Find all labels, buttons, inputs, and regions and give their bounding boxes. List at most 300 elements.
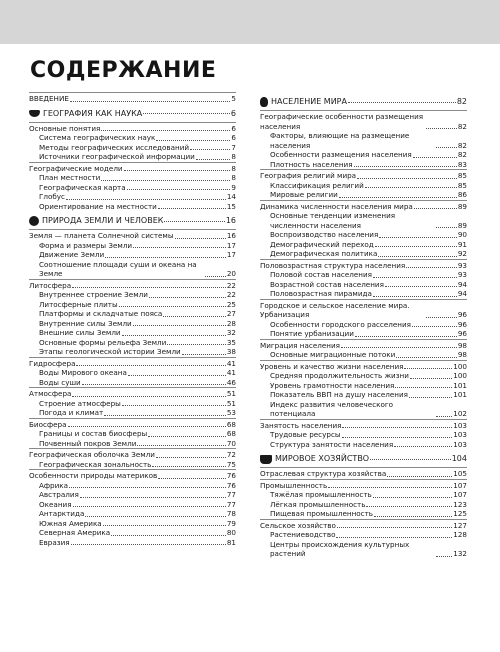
toc-section-heading[interactable] — [29, 106, 236, 122]
toc-entry-title: Географические особенности размещения населения — [260, 112, 424, 131]
dot-leader — [436, 227, 457, 228]
toc-subentry[interactable] — [260, 181, 467, 191]
dot-leader — [341, 347, 457, 348]
dot-leader — [156, 457, 226, 458]
toc-entry-title: Строение атмосферы — [39, 398, 121, 408]
toc-entry-title: Внутренние силы Земли — [39, 318, 132, 328]
dot-leader — [66, 199, 226, 200]
toc-entry-title: Занятость населения — [260, 420, 342, 430]
toc-entry-title: Показатель ВВП на душу населения — [270, 390, 408, 399]
toc-entry-title: Плотность населения — [270, 159, 353, 169]
toc-page-number: 104 — [451, 454, 467, 464]
dot-leader — [205, 276, 226, 277]
toc-subentry[interactable] — [260, 350, 467, 360]
toc-page-number: 94 — [457, 289, 467, 298]
toc-entry-title: ПРИРОДА ЗЕМЛИ И ЧЕЛОВЕК — [42, 216, 164, 226]
toc-entry-title: Воспроизводство населения — [270, 230, 379, 239]
dot-leader — [80, 497, 226, 498]
toc-subentry[interactable] — [29, 490, 236, 500]
dot-leader — [149, 297, 226, 298]
toc-entry-title: Динамика численности населения мира — [260, 201, 413, 211]
toc-entry-title: Уровень и качество жизни населения — [260, 361, 404, 371]
toc-page-number: 79 — [226, 518, 236, 528]
dot-leader — [374, 516, 452, 517]
toc-subentry[interactable] — [260, 240, 467, 250]
globe-icon — [29, 216, 39, 226]
toc-subentry[interactable] — [260, 270, 467, 280]
toc-entry[interactable] — [260, 519, 467, 531]
toc-right-column — [260, 92, 467, 559]
toc-page-number: 41 — [226, 358, 236, 368]
toc-entry[interactable] — [29, 469, 236, 481]
toc-subentry[interactable] — [29, 439, 236, 449]
toc-page-number: 77 — [226, 499, 236, 509]
toc-page-number: 72 — [226, 450, 236, 459]
toc-page-number: 51 — [226, 398, 236, 408]
toc-page-number: 78 — [226, 509, 236, 518]
dot-leader — [163, 316, 226, 317]
toc-entry-title: Особенности природы материков — [29, 471, 158, 480]
dot-leader — [122, 405, 226, 406]
toc-page-number: 82 — [457, 121, 467, 131]
toc-entry-title: Соотношение площади суши и океана на Земле — [39, 259, 197, 278]
toc-subentry[interactable] — [260, 371, 467, 381]
toc-entry-title: Земля — планета Солнечной системы — [29, 231, 174, 240]
dot-leader — [337, 527, 452, 528]
toc-entry-title: Географическая карта — [39, 182, 126, 192]
toc-entry[interactable] — [29, 92, 236, 104]
dot-leader — [158, 208, 226, 209]
toc-entry-title: Растениеводство — [270, 530, 336, 539]
toc-entry-title: Пищевая промышленность — [270, 509, 374, 518]
toc-subentry[interactable] — [29, 538, 236, 548]
toc-entry-title: Литосфера — [29, 280, 72, 290]
dot-leader — [76, 365, 225, 366]
toc-entry-title: Возрастной состав населения — [270, 279, 384, 289]
dot-leader — [339, 197, 457, 198]
toc-page-number: 41 — [226, 368, 236, 377]
toc-page-number: 100 — [453, 371, 467, 380]
dot-leader — [414, 208, 457, 209]
dot-leader — [152, 466, 225, 467]
toc-entry-title: Структура занятости населения — [270, 439, 394, 449]
dot-leader — [426, 317, 457, 318]
toc-entry-title: Половой состав населения — [270, 270, 372, 279]
dot-leader — [143, 113, 230, 114]
toc-subentry[interactable] — [260, 289, 467, 299]
toc-entry[interactable] — [260, 419, 467, 431]
toc-entry-title: Демографический переход — [270, 239, 374, 249]
toc-page-number: 8 — [231, 152, 236, 161]
toc-page-number: 76 — [226, 480, 236, 490]
toc-entry-title: Половозрастная структура населения — [260, 260, 406, 270]
toc-page-number: 93 — [457, 260, 467, 270]
toc-page-number: 96 — [457, 310, 467, 319]
toc-page-number: 68 — [226, 419, 236, 429]
toc-entry-title: Основные формы рельефа Земли — [39, 337, 167, 347]
toc-page-number: 86 — [457, 190, 467, 199]
dot-leader — [182, 354, 226, 355]
toc-subentry[interactable] — [29, 500, 236, 510]
toc-page-number: 77 — [226, 490, 236, 499]
toc-entry-title: Сельское хозяйство — [260, 520, 336, 530]
toc-entry-title: Форма и размеры Земли — [39, 240, 133, 250]
toc-page-number: 127 — [453, 520, 467, 530]
toc-entry-title: Африка — [39, 480, 69, 490]
toc-page-number: 101 — [453, 380, 467, 390]
dot-leader — [127, 189, 231, 190]
toc-page-number: 107 — [453, 480, 467, 490]
dot-leader — [69, 487, 226, 488]
dot-leader — [406, 267, 457, 268]
dot-leader — [133, 325, 226, 326]
toc-page-number: 90 — [457, 230, 467, 239]
toc-entry-title: Океания — [39, 499, 72, 509]
toc-subentry[interactable] — [260, 211, 467, 230]
toc-subentry[interactable] — [260, 390, 467, 400]
toc-subentry[interactable] — [260, 530, 467, 540]
toc-page-number: 81 — [226, 537, 236, 547]
toc-page-number: 91 — [457, 239, 467, 249]
toc-entry[interactable] — [260, 479, 467, 491]
toc-subentry[interactable] — [260, 329, 467, 339]
toc-subentry[interactable] — [29, 250, 236, 260]
toc-subentry[interactable] — [260, 249, 467, 259]
toc-entry-title: Южная Америка — [39, 518, 102, 528]
toc-subentry[interactable] — [29, 133, 236, 143]
dot-leader — [73, 506, 226, 507]
dot-leader — [72, 396, 225, 397]
dot-leader — [436, 416, 452, 417]
toc-section-heading[interactable] — [29, 213, 236, 229]
toc-entry[interactable] — [29, 448, 236, 460]
dot-leader — [196, 159, 231, 160]
dot-leader — [375, 246, 457, 247]
toc-page-number: 89 — [457, 201, 467, 211]
toc-page-number: 68 — [226, 429, 236, 438]
toc-page-number: 9 — [231, 182, 236, 192]
toc-subentry[interactable] — [29, 143, 236, 153]
toc-page-number: 83 — [457, 159, 467, 169]
toc-subentry[interactable] — [29, 481, 236, 491]
toc-page-number: 70 — [226, 438, 236, 448]
toc-entry[interactable] — [260, 200, 467, 212]
toc-entry-title: Границы и состав биосферы — [39, 429, 148, 438]
toc-page-number: 128 — [453, 530, 467, 539]
toc-page-number: 6 — [231, 133, 236, 142]
toc-entry-title: План местности — [39, 173, 101, 182]
toc-entry[interactable] — [29, 418, 236, 430]
toc-entry-title: География религий мира — [260, 171, 357, 180]
toc-page-number: 25 — [226, 299, 236, 309]
toc-entry[interactable] — [260, 360, 467, 372]
toc-subentry[interactable] — [29, 338, 236, 348]
toc-entry[interactable] — [29, 162, 236, 174]
toc-entry[interactable] — [29, 279, 236, 291]
toc-entry-title: Австралия — [39, 490, 79, 499]
toc-page-number: 22 — [226, 290, 236, 299]
toc-page-number: 102 — [453, 409, 467, 418]
toc-subentry[interactable] — [29, 509, 236, 519]
dot-leader — [396, 357, 457, 358]
toc-entry-title: Погода и климат — [39, 408, 104, 417]
dot-leader — [72, 287, 226, 288]
toc-subentry[interactable] — [29, 328, 236, 338]
dot-leader — [328, 487, 452, 488]
toc-page-number: 17 — [226, 240, 236, 250]
toc-entry-title: Географическая оболочка Земли — [29, 450, 155, 459]
toc-subentry[interactable] — [29, 183, 236, 193]
toc-entry-title: Внутреннее строение Земли — [39, 290, 148, 299]
toc-page-number: 22 — [226, 280, 236, 290]
toc-page-number: 6 — [230, 108, 236, 118]
dot-leader — [342, 437, 453, 438]
dot-leader — [394, 446, 452, 447]
toc-subentry[interactable] — [260, 320, 467, 330]
toc-subentry[interactable] — [29, 399, 236, 409]
dot-leader — [137, 445, 225, 446]
toc-page-number: 98 — [457, 340, 467, 350]
toc-subentry[interactable] — [29, 347, 236, 357]
toc-entry-title: Географические модели — [29, 163, 123, 173]
toc-page-number: 96 — [457, 329, 467, 338]
toc-subentry[interactable] — [29, 202, 236, 212]
dot-leader — [404, 368, 452, 369]
dot-leader — [190, 149, 230, 150]
toc-entry-title: Система географических наук — [39, 133, 156, 142]
toc-section-heading[interactable] — [260, 94, 467, 110]
toc-subentry[interactable] — [29, 368, 236, 378]
toc-entry-title: Воды Мирового океана — [39, 368, 127, 377]
toc-page-number: 53 — [226, 408, 236, 417]
toc-entry[interactable] — [29, 229, 236, 241]
toc-subentry[interactable] — [260, 160, 467, 170]
toc-subentry[interactable] — [260, 500, 467, 510]
dot-leader — [133, 247, 226, 248]
toc-page-number: 38 — [226, 347, 236, 356]
toc-subentry[interactable] — [260, 280, 467, 290]
toc-subentry[interactable] — [29, 192, 236, 202]
toc-page-number: 28 — [226, 318, 236, 328]
toc-entry-title: Движение Земли — [39, 250, 105, 259]
toc-entry-title: Платформы и складчатые пояса — [39, 309, 163, 318]
page-header-band — [0, 0, 500, 44]
toc-subentry[interactable] — [29, 290, 236, 300]
toc-entry-title: Понятие урбанизации — [270, 329, 354, 338]
toc-page-number: 17 — [226, 250, 236, 259]
dot-leader — [164, 221, 224, 222]
toc-page-number: 6 — [231, 123, 236, 133]
dot-leader — [366, 506, 452, 507]
toc-entry-title: Особенности размещения населения — [270, 150, 412, 159]
toc-entry-title: ВВЕДЕНИЕ — [29, 94, 69, 103]
dot-leader — [395, 387, 452, 388]
toc-page-number: 8 — [231, 173, 236, 182]
toc-entry-title: Источники географической информации — [39, 152, 195, 161]
toc-subentry[interactable] — [29, 429, 236, 439]
toc-page-number: 16 — [226, 231, 236, 240]
dot-leader — [436, 147, 457, 148]
toc-subentry[interactable] — [29, 173, 236, 183]
dot-leader — [373, 296, 457, 297]
toc-entry-title: Центры происхождения культурных растений — [270, 539, 410, 558]
toc-subentry[interactable] — [260, 131, 467, 150]
dot-leader — [175, 238, 226, 239]
toc-subentry[interactable] — [29, 408, 236, 418]
toc-entry-title: Гидросфера — [29, 358, 76, 368]
toc-entry-title: НАСЕЛЕНИЕ МИРА — [271, 97, 347, 107]
dot-leader — [122, 335, 226, 336]
toc-left-column — [29, 92, 236, 547]
toc-subentry[interactable] — [29, 528, 236, 538]
toc-subentry[interactable] — [29, 460, 236, 470]
toc-page-number: 27 — [226, 309, 236, 318]
toc-page-number: 7 — [231, 142, 236, 152]
dot-leader — [373, 277, 457, 278]
page-title: СОДЕРЖАНИЕ — [30, 58, 217, 83]
toc-page-number: 132 — [453, 549, 467, 558]
dot-leader — [82, 384, 226, 385]
dot-leader — [124, 170, 231, 171]
dot-leader — [71, 544, 226, 545]
toc-subentry[interactable] — [29, 309, 236, 319]
toc-subentry[interactable] — [260, 540, 467, 559]
toc-page-number: 80 — [226, 528, 236, 537]
dot-leader — [413, 157, 457, 158]
toc-entry[interactable] — [29, 357, 236, 369]
toc-entry-title: Почвенный покров Земли — [39, 438, 137, 448]
toc-entry-title: Основные понятия — [29, 123, 101, 133]
toc-subentry[interactable] — [29, 300, 236, 310]
toc-page-number: 103 — [453, 439, 467, 449]
toc-entry-title: Половозрастная пирамида — [270, 289, 372, 298]
dot-leader — [354, 166, 457, 167]
dot-leader — [365, 187, 457, 188]
toc-entry-title: Трудовые ресурсы — [270, 430, 341, 439]
toc-entry-title: Географическая зональность — [39, 459, 152, 469]
dot-leader — [128, 375, 226, 376]
toc-page-number: 93 — [457, 270, 467, 279]
dot-leader — [409, 397, 452, 398]
dot-leader — [336, 537, 452, 538]
toc-entry[interactable] — [29, 387, 236, 399]
toc-page-number: 98 — [457, 350, 467, 359]
toc-subentry[interactable] — [260, 150, 467, 160]
toc-entry-title: Глобус — [39, 192, 66, 201]
toc-page-number: 35 — [226, 337, 236, 347]
toc-subentry[interactable] — [29, 378, 236, 388]
toc-entry-title: Городское и сельское население мира. Урбанизация — [260, 300, 410, 319]
dot-leader — [348, 102, 456, 103]
toc-entry[interactable] — [260, 259, 467, 271]
dot-leader — [68, 426, 226, 427]
toc-subentry[interactable] — [29, 152, 236, 162]
ship-icon — [260, 455, 272, 464]
toc-entry[interactable] — [260, 339, 467, 351]
toc-page-number: 32 — [226, 328, 236, 337]
toc-entry[interactable] — [260, 110, 467, 131]
toc-entry-title: Средняя продолжительность жизни — [270, 371, 409, 380]
toc-entry-title: Биосфера — [29, 419, 67, 429]
toc-section-heading[interactable] — [260, 451, 467, 467]
toc-page-number: 82 — [456, 97, 467, 107]
graduation-cap-icon — [29, 110, 40, 117]
dot-leader — [103, 525, 226, 526]
toc-page-number: 100 — [453, 361, 467, 371]
toc-subentry[interactable] — [260, 230, 467, 240]
toc-page-number: 105 — [453, 469, 467, 478]
toc-entry-title: Литосферные плиты — [39, 299, 118, 309]
toc-subentry[interactable] — [29, 319, 236, 329]
toc-entry-title: Тяжёлая промышленность — [270, 490, 372, 499]
toc-subentry[interactable] — [260, 430, 467, 440]
toc-page-number: 51 — [226, 389, 236, 398]
toc-entry-title: Уровень грамотности населения — [270, 380, 395, 390]
toc-subentry[interactable] — [29, 241, 236, 251]
toc-page-number: 46 — [226, 377, 236, 387]
toc-subentry[interactable] — [29, 519, 236, 529]
dot-leader — [101, 180, 230, 181]
toc-entry-title: Этапы геологической истории Земли — [39, 347, 181, 356]
toc-page-number: 85 — [457, 180, 467, 190]
toc-subentry[interactable] — [29, 260, 236, 279]
toc-page-number: 20 — [226, 269, 236, 278]
toc-entry-title: Лёгкая промышленность — [270, 499, 366, 509]
toc-entry-title: Внешние силы Земли — [39, 328, 121, 337]
toc-page-number: 123 — [453, 499, 467, 509]
dot-leader — [119, 306, 226, 307]
dot-leader — [355, 336, 457, 337]
toc-page-number: 8 — [231, 163, 236, 173]
toc-entry[interactable] — [260, 169, 467, 181]
toc-page-number: 96 — [457, 319, 467, 329]
dot-leader — [385, 286, 457, 287]
dot-leader — [342, 427, 452, 428]
dot-leader — [156, 140, 230, 141]
toc-entry-title: Демографическая политика — [270, 249, 378, 258]
toc-subentry[interactable] — [260, 440, 467, 450]
toc-entry[interactable] — [29, 122, 236, 134]
toc-subentry[interactable] — [260, 400, 467, 419]
toc-subentry[interactable] — [260, 490, 467, 500]
toc-page-number: 89 — [457, 220, 467, 230]
toc-entry-title: МИРОВОЕ ХОЗЯЙСТВО — [275, 454, 370, 464]
toc-entry[interactable] — [260, 467, 467, 479]
toc-page-number: 107 — [453, 490, 467, 499]
dot-leader — [85, 516, 226, 517]
toc-subentry[interactable] — [260, 381, 467, 391]
toc-page-number: 94 — [457, 279, 467, 289]
toc-subentry[interactable] — [260, 509, 467, 519]
toc-page-number: 14 — [226, 192, 236, 201]
toc-entry-title: Основные миграционные потоки — [270, 350, 396, 359]
toc-entry-title: Воды суши — [39, 377, 81, 387]
dot-leader — [412, 326, 457, 327]
toc-entry-title: Факторы, влияющие на размещение населения — [270, 131, 410, 150]
dot-leader — [158, 478, 226, 479]
toc-entry[interactable] — [260, 299, 467, 320]
dot-leader — [379, 237, 457, 238]
toc-entry-title: Ориентирование на местности — [39, 201, 157, 211]
dot-leader — [378, 256, 456, 257]
toc-subentry[interactable] — [260, 190, 467, 200]
dot-leader — [105, 257, 226, 258]
dot-leader — [111, 535, 226, 536]
dot-leader — [426, 128, 457, 129]
toc-entry-title: Евразия — [39, 537, 70, 547]
dot-leader — [104, 415, 226, 416]
toc-entry-title: Индекс развития человеческого потенциала — [270, 399, 394, 418]
